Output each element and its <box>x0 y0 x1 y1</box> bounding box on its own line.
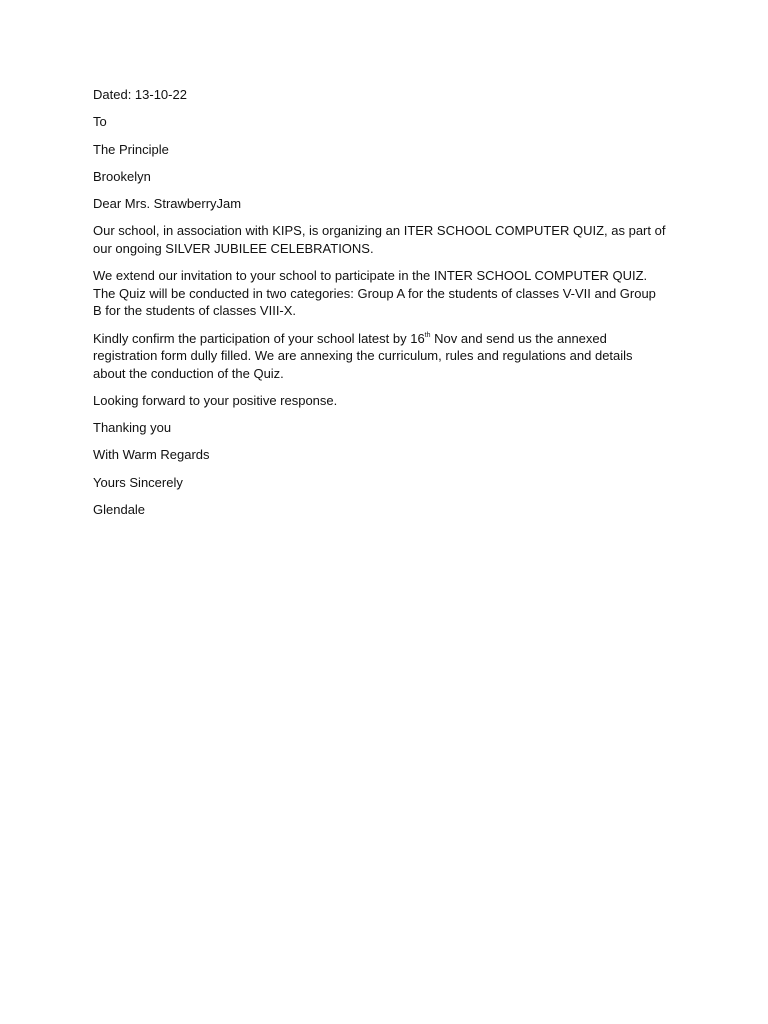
confirmation-text-start: Kindly confirm the participation of your school latest by 16 <box>93 330 425 346</box>
recipient-place: Brookelyn <box>93 168 151 184</box>
paragraph-invitation-details: We extend our invitation to your school to participate in the INTER SCHOOL COMPUTER QUIZ. The Quiz will be conducted in two categories: Group A for the students of classes V-VII and Group B for the students of classes VIII-X. <box>93 268 656 319</box>
date-line: Dated: 13-10-22 <box>93 87 187 102</box>
closing-sincerely: Yours Sincerely <box>93 474 183 490</box>
letter-body <box>93 86 668 528</box>
confirmation-text-end: Nov and send us the annexed registration form dully filled. We are annexing the curriculum, rules and regulations and details about the conduction of the Quiz. <box>93 330 633 381</box>
paragraph-closing-remark: Looking forward to your positive response. <box>93 392 338 408</box>
paragraph-confirmation <box>93 330 668 383</box>
recipient-title: The Principle <box>93 141 169 157</box>
closing-regards: With Warm Regards <box>93 447 210 463</box>
ordinal-suffix: th <box>424 331 431 339</box>
to-line: To <box>93 114 107 130</box>
paragraph-invitation-intro: Our school, in association with KIPS, is organizing an ITER SCHOOL COMPUTER QUIZ, as part of our ongoing SILVER JUBILEE CELEBRATIONS. <box>93 223 666 256</box>
closing-thanks: Thanking you <box>93 420 172 436</box>
signature: Glendale <box>93 502 146 518</box>
salutation: Dear Mrs. StrawberryJam <box>93 196 242 212</box>
